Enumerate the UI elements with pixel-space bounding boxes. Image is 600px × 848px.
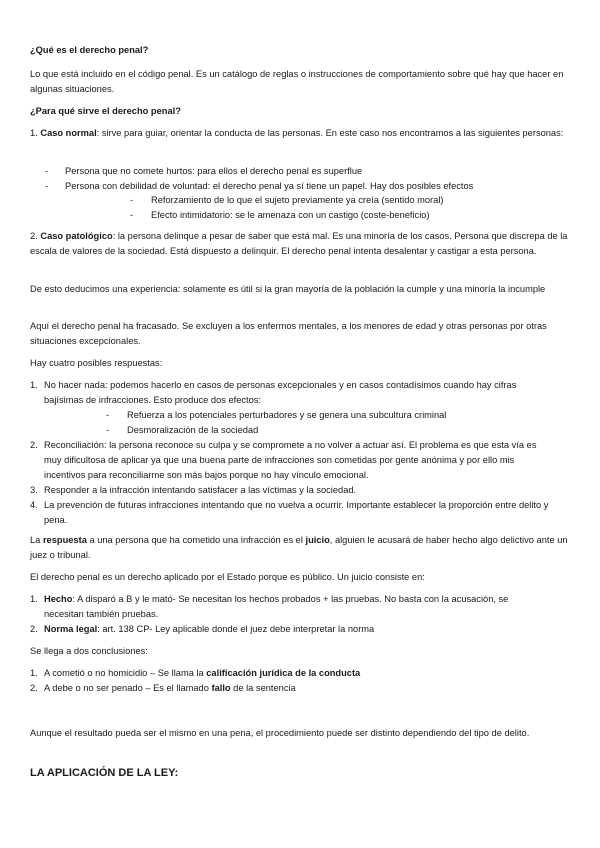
caso-patologico-paragraph [30, 229, 575, 259]
conclusions-list [30, 666, 550, 696]
list-item [30, 483, 550, 498]
list-item [30, 498, 550, 528]
text-run: A cometió o no homicidio – Se llama la [44, 668, 207, 678]
caso-normal-text: : sirve para guiar, orientar la conducta de las personas. En este caso nos encontramos a las siguientes personas: [96, 128, 564, 138]
responses-list [30, 378, 550, 528]
conclusions-intro: Se llega a dos conclusiones: [30, 646, 148, 656]
caso-patologico-label: Caso patológico [40, 231, 113, 241]
norma-legal-text: : art. 138 CP- Ley aplicable donde el juez debe interpretar la norma [97, 624, 375, 634]
question-what-for: ¿Para qué sirve el derecho penal? [30, 106, 181, 116]
responses-intro: Hay cuatro posibles respuestas: [30, 358, 163, 368]
section-heading: LA APLICACIÓN DE LA LEY: [30, 767, 179, 779]
list-item [30, 592, 550, 622]
effects-sublist [44, 408, 550, 438]
response-satisfacer: Responder a la infracción intentando satisfacer a las víctimas y la sociedad. [44, 485, 357, 495]
question-what-is: ¿Qué es el derecho penal? [30, 45, 149, 55]
list-item: - Persona que no comete hurtos: para ellos el derecho penal es superflue [45, 164, 575, 179]
list-item: - Reforzamiento de lo que el sujeto previamente ya creía (sentido moral) [130, 193, 575, 208]
juicio-list [30, 592, 550, 637]
list-number: 4. [30, 500, 38, 510]
list-item [30, 681, 550, 696]
text-run: , alguien le acusará de haber hecho algo delictivo ante un juez o tribunal. [30, 535, 568, 560]
failure-paragraph: Aquí el derecho penal ha fracasado. Se excluyen a los enfermos mentales, a los menores de edad y otras personas por otras situaciones excepcionales. [30, 321, 547, 346]
list-number: 2. [30, 624, 38, 634]
caso-normal-number: 1. [30, 128, 38, 138]
list-item [30, 666, 550, 681]
respuesta-paragraph [30, 533, 575, 563]
text-run: a una persona que ha cometido una infracción es el [86, 535, 306, 545]
persons-list [45, 164, 575, 194]
caso-patologico-text: : la persona delinque a pesar de saber que está mal. Es una minoría de los casos. Persona que discrepa de la escala de valores de la sociedad. Está dispuesto a delinquir. El derecho penal intenta desalentar y castigar a esta persona. [30, 231, 568, 256]
list-number: 3. [30, 485, 38, 495]
list-item: - Efecto intimidatorio: se le amenaza con un castigo (coste-beneficio) [130, 208, 575, 223]
list-item: - Desmoralización de la sociedad [106, 423, 550, 438]
closing-paragraph: Aunque el resultado pueda ser el mismo en una pena, el procedimiento puede ser distinto dependiendo del tipo de delito. [30, 728, 530, 738]
hecho-text: : A disparó a B y le mató- Se necesitan los hechos probados + las pruebas. No basta con la acusación, se necesitan también pruebas. [44, 594, 509, 619]
list-item [30, 438, 550, 483]
list-item [30, 378, 550, 438]
bold-respuesta: respuesta [42, 535, 87, 545]
list-number: 2. [30, 440, 38, 450]
list-item: - Refuerza a los potenciales perturbadores y se genera una subcultura criminal [106, 408, 550, 423]
deduction-paragraph: De esto deducimos una experiencia: solamente es útil si la gran mayoría de la población la cumple y una minoría la incumple [30, 284, 546, 294]
caso-normal-paragraph [30, 126, 575, 141]
hecho-label: Hecho [44, 594, 73, 604]
response-reconciliacion: Reconciliación: la persona reconoce su culpa y se compromete a no volver a actuar así. El problema es que esta vía es muy dificultosa de aplicar ya que una buena parte de infracciones son cometidas por gente anónima y por ello mis incentivos para reconciliarme son más bajos porque no hay vínculo emocional. [44, 440, 537, 480]
caso-patologico-number: 2. [30, 231, 38, 241]
estado-paragraph: El derecho penal es un derecho aplicado por el Estado porque es público. Un juicio consiste en: [30, 572, 425, 582]
bold-calificacion: calificación jurídica de la conducta [206, 668, 361, 678]
effects-list [130, 193, 575, 223]
text-run: La [30, 535, 43, 545]
list-item [30, 622, 550, 637]
response-no-hacer-nada: No hacer nada: podemos hacerlo en casos de personas excepcionales y en casos contadísimos cuando hay cifras bajísimas de infracciones. Esto produce dos efectos: [44, 380, 517, 405]
text-run: de la sentencia [230, 683, 296, 693]
list-number: 1. [30, 380, 38, 390]
list-item: - Persona con debilidad de voluntad: el derecho penal ya sí tiene un papel. Hay dos posibles efectos [45, 179, 575, 194]
list-number: 2. [30, 683, 38, 693]
definition-paragraph: Lo que está incluido en el código penal. Es un catálogo de reglas o instrucciones de comportamiento sobre qué hay que hacer en algunas situaciones. [30, 69, 564, 94]
bold-juicio: juicio [305, 535, 330, 545]
bold-fallo: fallo [211, 683, 231, 693]
list-number: 1. [30, 668, 38, 678]
response-prevencion: La prevención de futuras infracciones intentando que no vuelva a ocurrir. Importante establecer la proporción entre delito y pena. [44, 500, 549, 525]
list-number: 1. [30, 594, 38, 604]
caso-normal-label: Caso normal [40, 128, 97, 138]
norma-legal-label: Norma legal [44, 624, 98, 634]
text-run: A debe o no ser penado – Es el llamado [44, 683, 212, 693]
